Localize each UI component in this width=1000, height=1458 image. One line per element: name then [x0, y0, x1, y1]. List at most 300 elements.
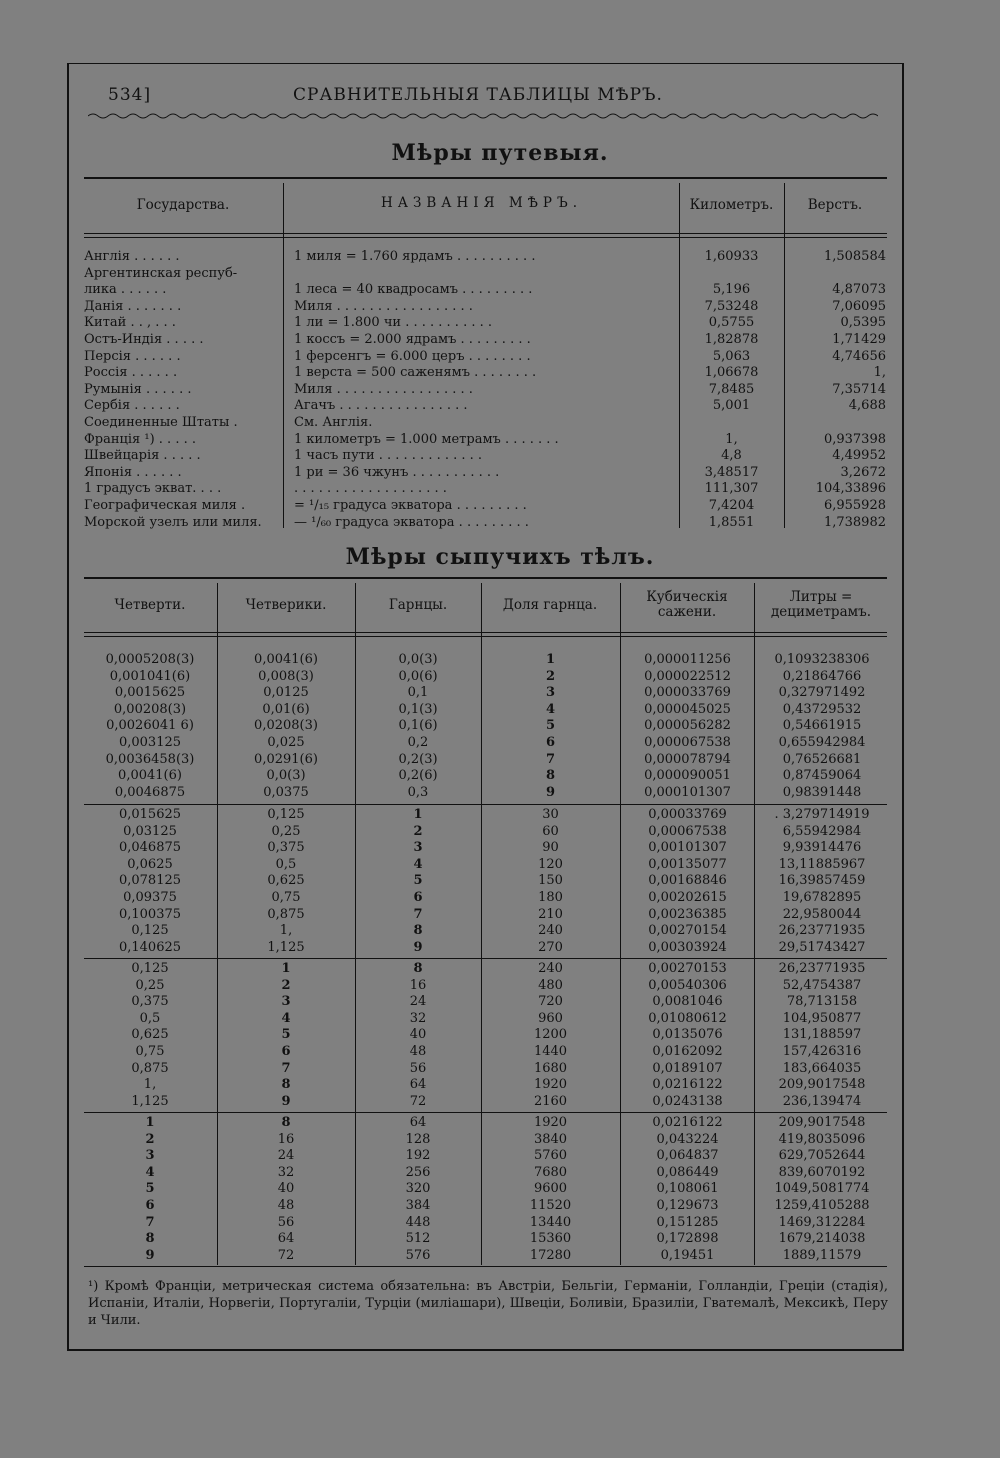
- dry-cell: 0,0041(6): [254, 652, 318, 667]
- dry-cell: 3: [545, 685, 556, 701]
- travel-cell-measure: Агачъ . . . . . . . . . . . . . . . .: [294, 398, 468, 414]
- dry-cell: 4: [545, 701, 556, 717]
- travel-cell-versts: 4,87073: [832, 282, 886, 298]
- dry-cell: 0,09375: [123, 890, 177, 905]
- dry-cell: 0,0(3): [266, 768, 306, 784]
- travel-cell-versts: 1,508584: [823, 249, 886, 264]
- dry-cell: 9,93914476: [782, 840, 862, 856]
- dry-cell: 209,9017548: [778, 1115, 866, 1130]
- dry-cell: 236,139474: [782, 1093, 862, 1109]
- travel-cell-measure: См. Англія.: [294, 415, 373, 430]
- dry-cell: 13,11885967: [778, 856, 866, 872]
- dry-cell: 22,9580044: [782, 906, 862, 922]
- dry-cell: 0,00135077: [648, 856, 727, 872]
- col-divider: [784, 183, 785, 528]
- rule: [84, 577, 887, 579]
- dry-cell: 0,0291(6): [254, 751, 318, 767]
- travel-cell-km: 1,06678: [704, 365, 759, 381]
- dry-cell: 0,000011256: [644, 652, 731, 667]
- dry-cell: 0,19451: [660, 1247, 715, 1263]
- dry-cell: 0,2(6): [398, 768, 438, 784]
- dry-cell: 90: [542, 840, 559, 856]
- rule: [84, 636, 887, 637]
- col-divider: [355, 583, 356, 1265]
- dry-cell: 26,23771935: [778, 923, 866, 939]
- dry-cell: 4: [413, 856, 423, 872]
- dry-cell: 1440: [533, 1044, 568, 1059]
- dry-cell: 0,625: [131, 1027, 169, 1043]
- travel-cell-versts: 0,937398: [823, 431, 886, 447]
- dry-cell: 7: [145, 1214, 155, 1230]
- dry-cell: 8: [281, 1115, 291, 1130]
- dry-cell: 0,078125: [118, 873, 182, 889]
- dry-cell: 8: [413, 961, 423, 976]
- dry-cell: 0,1(3): [398, 701, 438, 717]
- dry-cell: 480: [538, 977, 563, 993]
- dry-cell: 0,00208(3): [113, 701, 187, 717]
- dry-cell: 0,0125: [263, 685, 309, 701]
- dry-cell: 6: [145, 1198, 155, 1213]
- dry-cell: 17280: [529, 1247, 572, 1263]
- dry-cell: 15360: [529, 1231, 572, 1247]
- dry-cell: 9: [281, 1093, 291, 1109]
- dry-cell: 1: [281, 961, 291, 976]
- header-states: Государства.: [136, 197, 230, 213]
- dry-cell: 1: [145, 1115, 155, 1130]
- travel-cell-measure: 1 леса = 40 квадросамъ . . . . . . . . .: [294, 282, 533, 298]
- dry-cell: 0,03125: [123, 823, 177, 839]
- dry-cell: 9: [413, 939, 423, 955]
- dry-cell: 210: [538, 906, 563, 922]
- dry-cell: 0,0036458(3): [105, 751, 195, 767]
- dry-cell: 0,01080612: [648, 1010, 727, 1026]
- dry-cell: 60: [542, 823, 559, 839]
- travel-cell-state: Персія . . . . . .: [84, 348, 181, 364]
- page-number: 534]: [108, 85, 152, 105]
- dry-cell: 839,6070192: [778, 1164, 866, 1180]
- header-quarters: Четверти.: [114, 597, 186, 613]
- travel-cell-measure: 1 ферсенгъ = 6.000 церъ . . . . . . . .: [294, 348, 531, 364]
- dry-cell: 1,125: [267, 939, 305, 955]
- dry-cell: 0,1: [407, 685, 429, 701]
- travel-cell-measure: . . . . . . . . . . . . . . . . . . .: [294, 481, 447, 497]
- dry-cell: 240: [538, 923, 563, 939]
- dry-cell: 0,046875: [118, 840, 182, 856]
- travel-cell-km: 5,001: [712, 398, 751, 414]
- dry-cell: 0,54661915: [782, 718, 862, 734]
- dry-cell: 0,87459064: [782, 768, 862, 784]
- dry-cell: 32: [409, 1010, 427, 1026]
- dry-cell: 0,875: [131, 1060, 169, 1076]
- dry-cell: 0,00067538: [648, 823, 727, 839]
- dry-cell: 7: [545, 751, 556, 767]
- col-divider: [217, 583, 218, 1265]
- travel-cell-state: Японія . . . . . .: [84, 464, 182, 480]
- dry-cell: 1,125: [131, 1093, 169, 1109]
- travel-cell-versts: 4,688: [848, 398, 886, 414]
- footnote: ¹) Кромѣ Франціи, метрическая система обязательна: въ Австріи, Бельгіи, Германіи, Голландіи, Греціи (стадія), Испаніи, Италіи, Норвегіи, Португаліи, Турціи (миліашари), Швеціи, Боливіи, Бразиліи, Гватемалѣ, Мексикѣ, Перу и Чили.: [88, 1279, 888, 1328]
- dry-cell: 3840: [533, 1131, 568, 1147]
- dry-cell: 19,6782895: [782, 890, 862, 905]
- travel-cell-versts: 7,35714: [832, 381, 886, 397]
- dry-cell: 2: [545, 668, 556, 684]
- travel-section-title: Мѣры путевыя.: [391, 140, 609, 166]
- block-separator: [84, 804, 887, 805]
- dry-cell: 0,01(6): [262, 701, 310, 717]
- dry-cell: 157,426316: [782, 1044, 862, 1059]
- travel-cell-km: 7,8485: [708, 381, 755, 397]
- dry-cell: 0,172898: [656, 1231, 719, 1247]
- col-divider: [481, 583, 482, 1265]
- travel-cell-measure: 1 ри = 36 чжунъ . . . . . . . . . . .: [294, 464, 500, 480]
- dry-cell: 56: [277, 1214, 295, 1230]
- dry-cell: 1889,11579: [782, 1247, 862, 1263]
- dry-cell: 0,0(6): [398, 668, 438, 684]
- dry-cell: 1,: [279, 923, 293, 939]
- col-divider: [679, 183, 680, 528]
- dry-cell: 128: [405, 1131, 431, 1147]
- travel-cell-state: Географическая миля .: [84, 498, 246, 513]
- travel-cell-measure: Миля . . . . . . . . . . . . . . . . .: [294, 298, 473, 314]
- dry-cell: 56: [409, 1060, 427, 1076]
- dry-cell: 24: [409, 994, 427, 1010]
- travel-cell-versts: 1,738982: [823, 514, 886, 530]
- travel-cell-versts: 3,2672: [840, 464, 886, 480]
- dry-cell: 0,0625: [127, 856, 173, 872]
- travel-cell-km: 1,: [725, 431, 738, 447]
- dry-cell: 0,875: [267, 906, 305, 922]
- dry-cell: 0,21864766: [782, 668, 862, 684]
- dry-cell: 0,151285: [656, 1214, 719, 1230]
- travel-cell-km: 111,307: [704, 481, 759, 497]
- dry-cell: 9: [145, 1247, 155, 1263]
- travel-cell-versts: 0,5395: [840, 315, 886, 331]
- header-garntsy: Гарнцы.: [388, 597, 448, 613]
- dry-cell: 0,3: [407, 784, 429, 800]
- dry-cell: 6: [281, 1044, 291, 1059]
- dry-cell: 30: [542, 807, 559, 822]
- dry-cell: 3: [413, 840, 423, 856]
- travel-cell-state: Данія . . . . . . .: [84, 298, 182, 314]
- dry-cell: 0,1(6): [398, 718, 438, 734]
- dry-cell: 78,713158: [786, 994, 858, 1010]
- dry-cell: 0,025: [267, 735, 305, 750]
- dry-cell: 4: [145, 1164, 155, 1180]
- dry-cell: 0,00270153: [648, 961, 727, 976]
- dry-cell: 0,0005208(3): [105, 652, 195, 667]
- dry-cell: 2: [145, 1131, 155, 1147]
- dry-cell: 16,39857459: [778, 873, 866, 889]
- block-separator: [84, 958, 887, 959]
- dry-cell: 1679,214038: [778, 1231, 866, 1247]
- header-liters: Литры = дециметрамъ.: [770, 589, 871, 620]
- dry-cell: 131,188597: [782, 1027, 862, 1043]
- dry-cell: 0,015625: [118, 807, 182, 822]
- dry-cell: 40: [277, 1181, 295, 1197]
- dry-cell: 1049,5081774: [774, 1181, 870, 1197]
- dry-cell: 0,00101307: [648, 840, 727, 856]
- dry-cell: 1200: [533, 1027, 568, 1043]
- dry-cell: 0,75: [271, 890, 301, 905]
- dry-cell: 448: [405, 1214, 431, 1230]
- travel-cell-measure: Миля . . . . . . . . . . . . . . . . .: [294, 381, 473, 397]
- dry-cell: 0,2(3): [398, 751, 438, 767]
- dry-cell: 6: [545, 735, 556, 750]
- dry-cell: 192: [405, 1148, 431, 1164]
- dry-cell: 52,4754387: [782, 977, 862, 993]
- travel-cell-km: 0,5755: [708, 315, 755, 331]
- dry-cell: 7680: [533, 1164, 568, 1180]
- dry-cell: 3: [281, 994, 291, 1010]
- dry-cell: 4: [281, 1010, 291, 1026]
- header-versts: Верстъ.: [807, 197, 863, 213]
- dry-cell: 0,086449: [656, 1164, 719, 1180]
- dry-cell: 8: [281, 1077, 291, 1093]
- dry-cell: 150: [538, 873, 563, 889]
- dry-cell: 960: [538, 1010, 563, 1026]
- col-divider: [754, 583, 755, 1265]
- dry-cell: 209,9017548: [778, 1077, 866, 1093]
- travel-cell-state: Морской узелъ или миля.: [84, 514, 262, 530]
- dry-cell: 0,00202615: [648, 890, 727, 905]
- rule: [84, 1266, 887, 1267]
- dry-cell: 29,51743427: [778, 939, 866, 955]
- col-divider: [283, 183, 284, 528]
- dry-cell: 0,1093238306: [774, 652, 870, 667]
- dry-cell: 1680: [533, 1060, 568, 1076]
- travel-cell-state: Франція ¹) . . . . .: [84, 431, 196, 447]
- dry-cell: 0,76526681: [782, 751, 862, 767]
- travel-cell-state: Румынія . . . . . .: [84, 381, 192, 397]
- dry-cell: 48: [409, 1044, 427, 1059]
- dry-cell: 0,000056282: [644, 718, 731, 734]
- dry-cell: 0,0026041 6): [106, 718, 194, 734]
- dry-cell: 320: [405, 1181, 431, 1197]
- dry-cell: 72: [277, 1247, 295, 1263]
- dry-cell: 0,00236385: [648, 906, 727, 922]
- dry-cell: 0,108061: [656, 1181, 719, 1197]
- dry-cell: 5: [145, 1181, 155, 1197]
- dry-cell: 0,0189107: [652, 1060, 723, 1076]
- dry-cell: 16: [277, 1131, 295, 1147]
- dry-cell: 0,25: [271, 823, 301, 839]
- dry-cell: 1259,4105288: [774, 1198, 870, 1213]
- dry-cell: 0,5: [275, 856, 297, 872]
- travel-cell-state: Остъ-Индія . . . . .: [84, 332, 204, 347]
- dry-cell: 0,00033769: [648, 807, 727, 822]
- dry-cell: 0,0162092: [652, 1044, 723, 1059]
- dry-section-title: Мѣры сыпучихъ тѣлъ.: [345, 544, 655, 570]
- dry-cell: 1469,312284: [778, 1214, 866, 1230]
- dry-cell: 5: [545, 718, 556, 734]
- dry-cell: 512: [405, 1231, 431, 1247]
- dry-cell: 0,0216122: [652, 1077, 723, 1093]
- travel-cell-versts: 1,: [873, 365, 886, 381]
- travel-cell-km: 1,82878: [704, 332, 759, 347]
- dry-cell: 16: [409, 977, 427, 993]
- dry-cell: 0,064837: [656, 1148, 719, 1164]
- block-separator: [84, 1112, 887, 1113]
- dry-cell: 72: [409, 1093, 427, 1109]
- travel-cell-state: Соединенные Штаты .: [84, 415, 238, 430]
- travel-cell-km: 7,53248: [704, 298, 759, 314]
- dry-cell: 270: [538, 939, 563, 955]
- dry-cell: 0,000033769: [644, 685, 731, 701]
- dry-cell: 0,00168846: [648, 873, 727, 889]
- dry-cell: 1920: [533, 1115, 568, 1130]
- dry-cell: 384: [405, 1198, 431, 1213]
- dry-cell: . 3,279714919: [774, 807, 870, 822]
- rule: [84, 237, 887, 238]
- dry-cell: 64: [409, 1115, 427, 1130]
- dry-cell: 0,375: [267, 840, 305, 856]
- travel-cell-state: лика . . . . . .: [84, 282, 167, 298]
- travel-cell-versts: 104,33896: [815, 481, 886, 497]
- dry-cell: 0,000078794: [644, 751, 731, 767]
- dry-cell: 0,0041(6): [118, 768, 182, 784]
- dry-cell: 0,043224: [656, 1131, 719, 1147]
- dry-cell: 7: [413, 906, 423, 922]
- travel-cell-km: 1,8551: [708, 514, 755, 530]
- travel-cell-state: Швейцарія . . . . .: [84, 448, 201, 464]
- dry-cell: 9: [545, 784, 556, 800]
- dry-cell: 0,0015625: [114, 685, 186, 701]
- travel-cell-measure: 1 километръ = 1.000 метрамъ . . . . . . .: [294, 431, 559, 447]
- dry-cell: 0,75: [135, 1044, 165, 1059]
- dry-cell: 6,55942984: [782, 823, 862, 839]
- dry-cell: 32: [277, 1164, 295, 1180]
- dry-cell: 1920: [533, 1077, 568, 1093]
- dry-cell: 0,000022512: [644, 668, 731, 684]
- header-chetveriks: Четверики.: [245, 597, 327, 613]
- dry-cell: 0,655942984: [778, 735, 866, 750]
- dry-cell: 11520: [529, 1198, 572, 1213]
- dry-cell: 64: [409, 1077, 427, 1093]
- dry-cell: 180: [538, 890, 563, 905]
- dry-cell: 0,25: [135, 977, 165, 993]
- dry-cell: 120: [538, 856, 563, 872]
- rule: [84, 632, 887, 633]
- dry-cell: 0,0243138: [652, 1093, 723, 1109]
- dry-cell: 26,23771935: [778, 961, 866, 976]
- travel-cell-measure: = ¹/₁₅ градуса экватора . . . . . . . . .: [294, 498, 527, 513]
- dry-cell: 0,000101307: [644, 784, 731, 800]
- dry-cell: 7: [281, 1060, 291, 1076]
- travel-cell-measure: 1 верста = 500 саженямъ . . . . . . . .: [294, 365, 537, 381]
- travel-cell-state: Аргентинская респуб-: [84, 265, 238, 281]
- travel-cell-versts: 4,49952: [832, 448, 886, 464]
- dry-cell: 3: [145, 1148, 155, 1164]
- travel-cell-versts: 7,06095: [832, 298, 886, 314]
- dry-cell: 0,0208(3): [254, 718, 318, 734]
- dry-cell: 0,008(3): [258, 668, 314, 684]
- dry-cell: 5: [281, 1027, 291, 1043]
- col-divider: [620, 583, 621, 1265]
- dry-cell: 0,0046875: [114, 784, 186, 800]
- travel-cell-state: Россія . . . . . .: [84, 365, 178, 381]
- dry-cell: 2: [413, 823, 423, 839]
- dry-cell: 24: [277, 1148, 295, 1164]
- dry-cell: 5: [413, 873, 423, 889]
- dry-cell: 0,43729532: [782, 701, 862, 717]
- dry-cell: 0,125: [267, 807, 305, 822]
- dry-cell: 5760: [533, 1148, 568, 1164]
- header-km: Километръ.: [689, 197, 774, 213]
- dry-cell: 9600: [533, 1181, 568, 1197]
- travel-cell-measure: 1 коссъ = 2.000 ядрамъ . . . . . . . . .: [294, 332, 531, 347]
- rule: [84, 177, 887, 179]
- dry-cell: 0,98391448: [782, 784, 862, 800]
- travel-cell-measure: 1 ли = 1.800 чи . . . . . . . . . . .: [294, 315, 493, 331]
- dry-cell: 0,625: [267, 873, 305, 889]
- dry-cell: 0,129673: [656, 1198, 719, 1213]
- rule: [84, 233, 887, 234]
- dry-cell: 0,2: [407, 735, 429, 750]
- travel-cell-km: 7,4204: [708, 498, 755, 513]
- dry-cell: 1,: [143, 1077, 157, 1093]
- dry-cell: 0,0135076: [652, 1027, 723, 1043]
- dry-cell: 240: [538, 961, 563, 976]
- dry-cell: 0,125: [131, 961, 169, 976]
- header-measures: НАЗВАНІЯ МѢРЪ.: [380, 195, 583, 211]
- travel-cell-km: 4,8: [721, 448, 742, 464]
- dry-cell: 0,001041(6): [109, 668, 191, 684]
- travel-cell-state: Китай . . , . . .: [84, 315, 176, 331]
- travel-cell-measure: 1 миля = 1.760 ярдамъ . . . . . . . . . .: [294, 249, 536, 264]
- dry-cell: 0,0375: [263, 784, 309, 800]
- travel-cell-state: Англія . . . . . .: [84, 249, 180, 264]
- dry-cell: 8: [145, 1231, 155, 1247]
- dry-cell: 629,7052644: [778, 1148, 866, 1164]
- dry-cell: 13440: [529, 1214, 572, 1230]
- travel-cell-km: 5,063: [712, 348, 751, 364]
- dry-cell: 2160: [533, 1093, 568, 1109]
- dry-cell: 0,140625: [118, 939, 182, 955]
- dry-cell: 0,0(3): [398, 652, 438, 667]
- dry-cell: 0,0216122: [652, 1115, 723, 1130]
- dry-cell: 0,00303924: [648, 939, 727, 955]
- dry-cell: 8: [545, 768, 556, 784]
- header-cubic-sazhen: Кубическія сажени.: [646, 589, 728, 620]
- dry-cell: 0,000045025: [644, 701, 731, 717]
- dry-cell: 0,125: [131, 923, 169, 939]
- dry-cell: 0,375: [131, 994, 169, 1010]
- dry-cell: 8: [413, 923, 423, 939]
- dry-cell: 0,327971492: [778, 685, 866, 701]
- travel-cell-versts: 1,71429: [832, 332, 886, 347]
- dry-cell: 0,000067538: [644, 735, 731, 750]
- dry-cell: 0,00270154: [648, 923, 727, 939]
- travel-cell-versts: 4,74656: [832, 348, 886, 364]
- page-title: СРАВНИТЕЛЬНЫЯ ТАБЛИЦЫ МѢРЪ.: [293, 85, 663, 105]
- travel-cell-measure: — ¹/₆₀ градуса экватора . . . . . . . . .: [294, 514, 529, 530]
- dry-cell: 576: [405, 1247, 431, 1263]
- travel-cell-km: 1,60933: [704, 249, 759, 264]
- dry-cell: 720: [538, 994, 563, 1010]
- header-garnets-share: Доля гарнца.: [502, 597, 598, 613]
- dry-cell: 256: [405, 1164, 431, 1180]
- dry-cell: 6: [413, 890, 423, 905]
- dry-cell: 64: [277, 1231, 295, 1247]
- dry-cell: 0,100375: [118, 906, 182, 922]
- dry-cell: 0,00540306: [648, 977, 727, 993]
- dry-cell: 0,5: [139, 1010, 161, 1026]
- dry-cell: 0,000090051: [644, 768, 731, 784]
- wavy-rule: [88, 112, 878, 120]
- dry-cell: 0,0081046: [652, 994, 723, 1010]
- dry-cell: 1: [545, 652, 556, 667]
- travel-cell-km: 3,48517: [704, 464, 759, 480]
